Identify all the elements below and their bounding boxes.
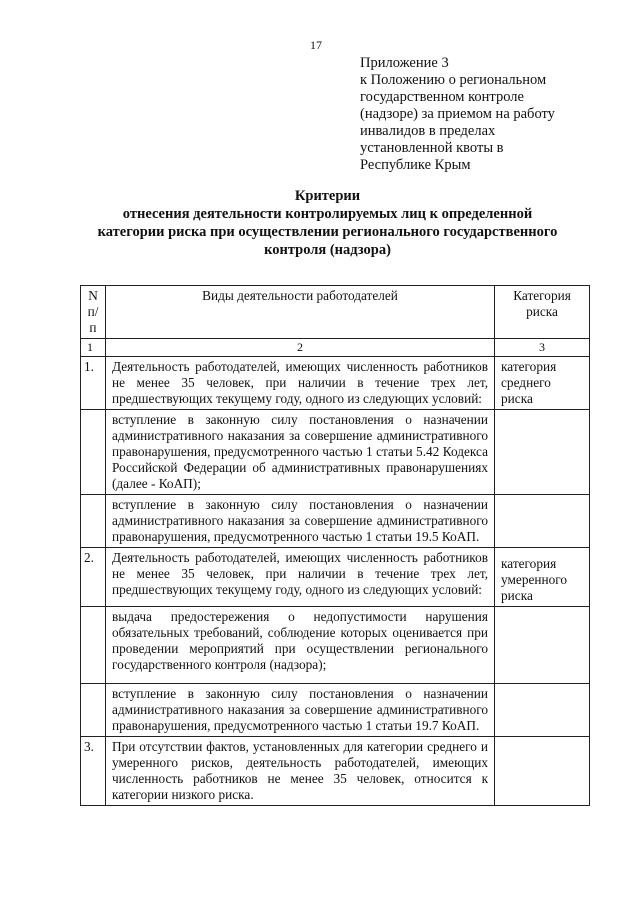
annex-line: Республике Крым	[360, 157, 471, 173]
title-line: категории риска при осуществлении регионального государственного	[97, 224, 558, 240]
row-activity: вступление в законную силу постановления о назначении административного наказания за совершение административного правонарушения, предусмотренного частью 1 статьи 19.7 КоАП.	[105, 684, 494, 737]
row-category: категория умеренного риска	[495, 548, 590, 607]
title-line: отнесения деятельности контролируемых лиц к определенной	[122, 206, 533, 222]
table-row	[81, 607, 590, 684]
table-row	[81, 548, 590, 607]
row-activity: выдача предостережения о недопустимости нарушения обязательных требований, соблюдение которых оценивается при проведении мероприятий при осуществлении регионального государственного контроля (надзора);	[105, 607, 494, 684]
row-number	[81, 607, 106, 684]
row-activity: вступление в законную силу постановления о назначении административного наказания за совершение административного правонарушения, предусмотренного частью 1 статьи 5.42 Кодекса Российской Федерации об административных правонарушениях (далее - КоАП);	[105, 410, 494, 495]
criteria-table	[80, 285, 590, 806]
annex-line: (надзоре) за приемом на работу	[360, 106, 555, 122]
page-number: 17	[310, 38, 322, 52]
title-line: контроля (надзора)	[264, 242, 391, 258]
table-row	[81, 684, 590, 737]
row-activity: вступление в законную силу постановления о назначении административного наказания за совершение административного правонарушения, предусмотренного частью 1 статьи 19.5 КоАП.	[105, 495, 494, 548]
annex-line: Приложение 3	[360, 55, 449, 71]
row-number: 1.	[81, 357, 106, 410]
table-index-row	[81, 339, 590, 357]
row-number: 3.	[81, 737, 106, 806]
annex-line: государственном контроле	[360, 89, 524, 105]
title-line: Критерии	[294, 188, 361, 204]
annex-line: установленной квоты в	[360, 140, 504, 156]
annex-line: к Положению о региональном	[360, 72, 547, 88]
row-activity: При отсутствии фактов, установленных для категории среднего и умеренного рисков, деятельность работодателей, имеющих численность работников не менее 35 человек, относится к категории низкого риска.	[105, 737, 494, 806]
row-number	[81, 684, 106, 737]
table-row	[81, 737, 590, 806]
annex-line: инвалидов в пределах	[360, 123, 496, 139]
row-number	[81, 495, 106, 548]
document-title	[60, 187, 595, 259]
row-category	[495, 495, 590, 548]
header-category: Категория риска	[495, 286, 590, 339]
table-row	[81, 410, 590, 495]
header-activity: Виды деятельности работодателей	[105, 286, 494, 339]
row-number: 2.	[81, 548, 106, 607]
row-number	[81, 410, 106, 495]
table-row	[81, 357, 590, 410]
table-row	[81, 495, 590, 548]
row-category	[495, 684, 590, 737]
row-category	[495, 607, 590, 684]
index-cell: 2	[105, 339, 494, 357]
row-activity: Деятельность работодателей, имеющих численность работников не менее 35 человек, при наличии в течение трех лет, предшествующих текущему году, одного из следующих условий:	[105, 548, 494, 607]
index-cell: 1	[81, 339, 106, 357]
table-header-row	[81, 286, 590, 339]
row-category: категория среднего риска	[495, 357, 590, 410]
header-number: N п/п	[81, 286, 106, 339]
row-activity: Деятельность работодателей, имеющих численность работников не менее 35 человек, при наличии в течение трех лет, предшествующих текущему году, одного из следующих условий:	[105, 357, 494, 410]
index-cell: 3	[495, 339, 590, 357]
row-category	[495, 410, 590, 495]
row-category	[495, 737, 590, 806]
annex-reference	[360, 55, 600, 174]
